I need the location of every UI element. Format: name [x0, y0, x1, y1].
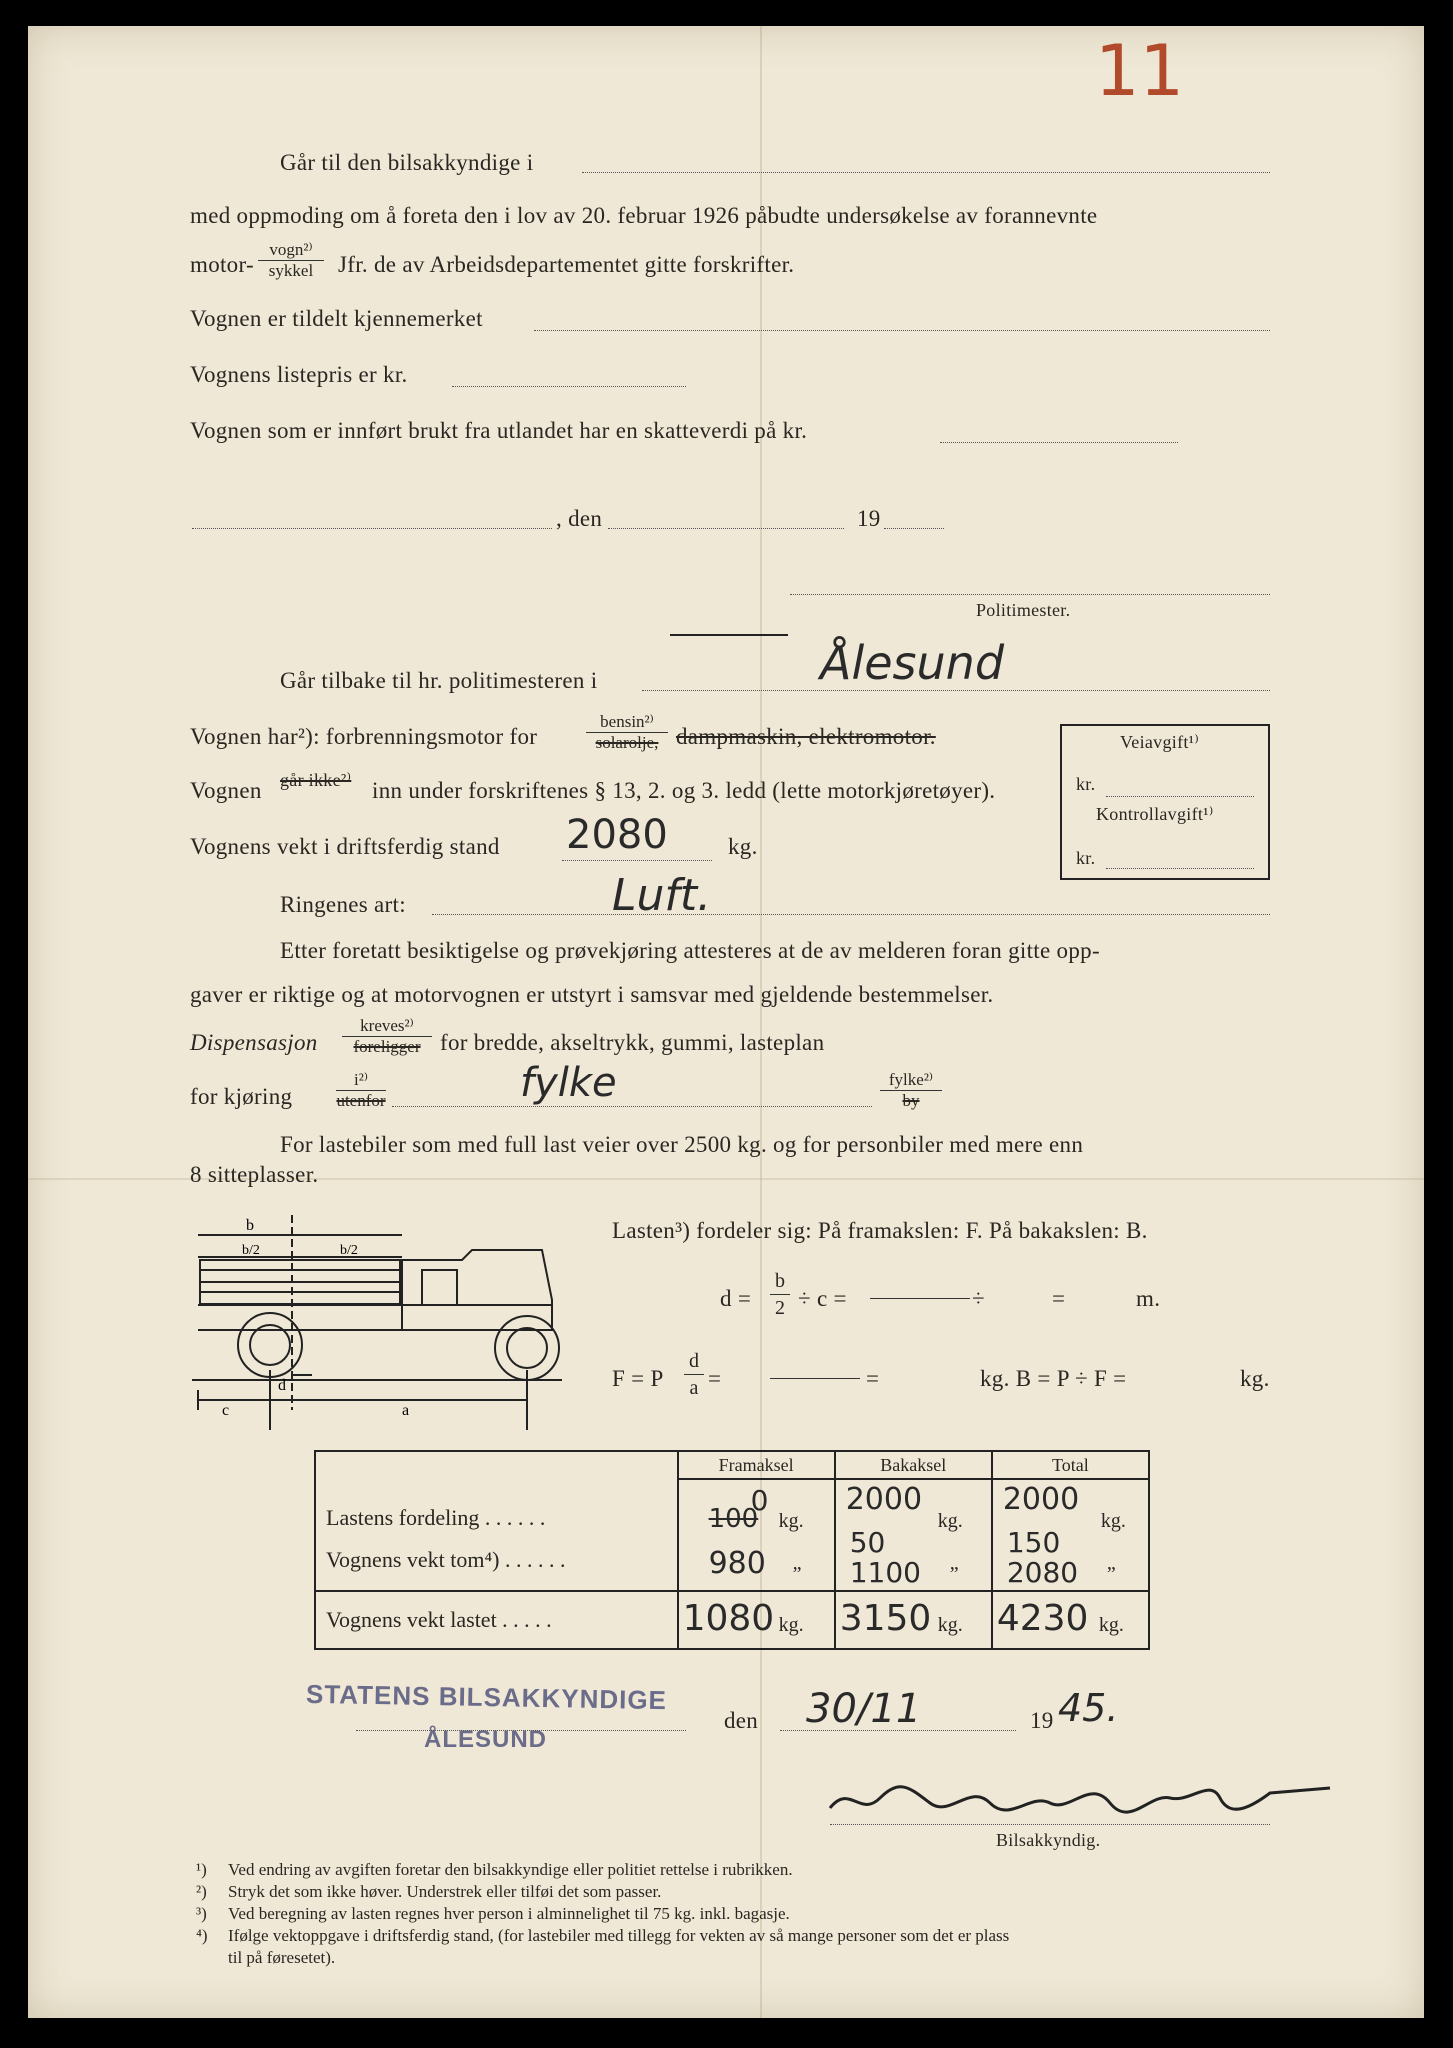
- frac-bottom: utenfor: [336, 1091, 386, 1110]
- kontrollavgift-label: Kontrollavgift¹⁾: [1096, 804, 1214, 824]
- frac-top: i²⁾: [336, 1070, 386, 1091]
- cell-back: [835, 1479, 992, 1591]
- goes-prefix: Vognen: [190, 778, 262, 803]
- formula2-fraction: [684, 1348, 704, 1401]
- row-label-fordeling: Lastens fordeling . . . . . .: [326, 1504, 546, 1530]
- field-politimester-sign[interactable]: [790, 594, 1270, 595]
- formula2-eq: =: [708, 1366, 722, 1391]
- front-empty: 980: [708, 1546, 766, 1581]
- goes-text: inn under forskriftenes § 13, 2. og 3. ledd (lette motorkjøretøyer).: [372, 778, 996, 803]
- handwritten-place: Ålesund: [820, 636, 1005, 690]
- row-label-lastet: Vognens vekt lastet . . . . .: [315, 1591, 678, 1649]
- stamp-line-1: STATENS BILSAKKYNDIGE: [305, 1678, 668, 1716]
- divider: [670, 634, 788, 636]
- frac-den: 2: [775, 1297, 785, 1319]
- dispensation-prefix: Dispensasjon: [190, 1030, 318, 1055]
- date-den: den: [724, 1708, 759, 1733]
- field-date[interactable]: [608, 528, 844, 529]
- frac-num: d: [684, 1348, 704, 1375]
- front-loaded: 1080: [682, 1598, 775, 1639]
- line-bilsakkyndige: Går til den bilsakkyndige i: [280, 150, 534, 175]
- back-empty: 50 1100: [849, 1526, 921, 1589]
- field-tyres[interactable]: [432, 914, 1270, 915]
- front-loaded-unit: kg.: [778, 1614, 804, 1636]
- formula1-unit: m.: [1136, 1286, 1161, 1311]
- formula1-eq: =: [1052, 1286, 1066, 1311]
- label-b2-left: b/2: [242, 1243, 260, 1258]
- weight-unit: kg.: [728, 834, 758, 859]
- formula1-fraction: [770, 1268, 790, 1321]
- field-year[interactable]: [884, 528, 944, 529]
- motor-fraction: [258, 240, 324, 281]
- frac-top: vogn²⁾: [258, 240, 324, 261]
- driving-value: fylke: [520, 1060, 617, 1106]
- formula2-eq2: =: [866, 1366, 880, 1391]
- total-unit: kg.: [1100, 1510, 1126, 1532]
- footnote-2: Stryk det som ikke høver. Understrek eller tilføi det som passer.: [228, 1882, 662, 1901]
- label-d: d: [278, 1377, 286, 1394]
- weight-label: Vognens vekt i driftsferdig stand: [190, 834, 500, 859]
- date-year: 45.: [1058, 1686, 1119, 1730]
- label-b: b: [246, 1217, 254, 1234]
- label-a: a: [402, 1402, 410, 1419]
- total-loaded-unit: kg.: [1098, 1614, 1124, 1636]
- fold-line-vertical: [760, 26, 762, 2018]
- frac-bottom: foreligger: [353, 1037, 421, 1056]
- region-fraction: [880, 1070, 942, 1111]
- dispensation-fraction: [342, 1016, 432, 1057]
- footnote-4-cont: til på føresetet).: [228, 1948, 336, 1967]
- den-label: , den: [556, 506, 603, 531]
- veiavgift-label: Veiavgift¹⁾: [1120, 732, 1200, 752]
- field-listepris[interactable]: [452, 386, 686, 387]
- tyres-label: Ringenes art:: [280, 892, 406, 917]
- field-kontrollavgift[interactable]: [1106, 868, 1254, 869]
- label-b2-right: b/2: [340, 1243, 358, 1258]
- row-label-tom: Vognens vekt tom⁴) . . . . . .: [326, 1546, 566, 1572]
- attest-line-2: gaver er riktige og at motorvognen er utstyrt i samsvar med gjeldende bestemmelser.: [190, 982, 994, 1007]
- footnote-4: Ifølge vektoppgave i driftsferdig stand, (for lastebiler med tillegg for vekten av så mange personer som det er plass: [228, 1926, 1010, 1945]
- kr-label-1: kr.: [1076, 774, 1096, 794]
- table-corner: [315, 1451, 678, 1479]
- field-veiavgift[interactable]: [1106, 796, 1254, 797]
- formula1-div: ÷: [972, 1286, 985, 1311]
- cell-front: [678, 1479, 835, 1591]
- back-loaded: 3150: [839, 1598, 932, 1639]
- cell-back-loaded: [835, 1591, 992, 1649]
- motor-prefix: motor-: [190, 252, 254, 277]
- load-text: Lasten³) fordeler sig: På framakslen: F. På bakakslen: B.: [612, 1218, 1148, 1243]
- line-skatteverdi: Vognen som er innført brukt fra utlandet har en skatteverdi på kr.: [190, 418, 808, 443]
- signature-label: Bilsakkyndig.: [996, 1830, 1101, 1850]
- back-unit: kg.: [937, 1510, 963, 1532]
- field-driving[interactable]: [392, 1106, 872, 1107]
- frac-num: b: [770, 1268, 790, 1295]
- field-kjennemerket[interactable]: [534, 330, 1270, 331]
- politimester-label: Politimester.: [976, 600, 1071, 620]
- back-load: 2000: [845, 1482, 923, 1517]
- field-weight[interactable]: [562, 860, 712, 861]
- engine-prefix: Vognen har²): forbrenningsmotor for: [190, 724, 538, 749]
- corner-mark: 11: [1095, 30, 1185, 112]
- footnote-2-n: ²): [196, 1882, 207, 1901]
- formula1-rest: ÷ c =: [798, 1286, 847, 1311]
- header-total: Total: [992, 1451, 1149, 1479]
- formula2-unit: kg.: [1240, 1366, 1270, 1391]
- trucks-line-2: 8 sitteplasser.: [190, 1162, 319, 1187]
- formula2-blank: [770, 1378, 860, 1379]
- kr-label-2: kr.: [1076, 848, 1096, 868]
- total-load: 2000: [1002, 1482, 1080, 1517]
- driving-fraction: [336, 1070, 386, 1111]
- footnote-4-n: ⁴): [196, 1926, 208, 1945]
- footnote-1-n: ¹): [196, 1860, 207, 1879]
- line-returns: Går tilbake til hr. politimesteren i: [280, 668, 598, 693]
- frac-bottom: sykkel: [268, 261, 314, 280]
- load-table: [314, 1450, 1150, 1650]
- attest-line-1: Etter foretatt besiktigelse og prøvekjøring attesteres at de av melderen foran gitte opp-: [280, 938, 1100, 963]
- field-skatteverdi[interactable]: [940, 442, 1178, 443]
- goes-struck: går ikke²⁾: [280, 770, 352, 790]
- year-prefix: 19: [857, 506, 881, 531]
- field-place[interactable]: [192, 528, 552, 529]
- formula2-lhs: F = P: [612, 1366, 664, 1391]
- front-ditto: „: [792, 1552, 802, 1574]
- date-value: 30/11: [806, 1686, 922, 1732]
- front-load: 0: [750, 1484, 769, 1517]
- cell-total-loaded: [992, 1591, 1149, 1649]
- field-bilsakkyndige[interactable]: [582, 172, 1270, 173]
- engine-struck: dampmaskin, elektromotor.: [676, 724, 936, 749]
- frac-bottom: solarolje,: [595, 733, 659, 752]
- line-oppmoding: med oppmoding om å foreta den i lov av 20. februar 1926 påbudte undersøkelse av forannevnte: [190, 203, 1098, 228]
- back-loaded-unit: kg.: [937, 1614, 963, 1636]
- dispensation-text: for bredde, akseltrykk, gummi, lasteplan: [440, 1030, 825, 1055]
- label-c: c: [222, 1402, 230, 1419]
- footnote-3: Ved beregning av lasten regnes hver person i alminnelighet til 75 kg. inkl. bagasje.: [228, 1904, 790, 1923]
- tyres-value: Luft.: [612, 870, 712, 921]
- line-listepris: Vognens listepris er kr.: [190, 362, 408, 387]
- frac-top: bensin²⁾: [586, 712, 668, 733]
- line-forskrifter: Jfr. de av Arbeidsdepartementet gitte forskrifter.: [338, 252, 795, 277]
- front-load-struck: 100: [708, 1504, 759, 1534]
- date-century: 19: [1030, 1708, 1054, 1733]
- frac-bottom: by: [902, 1091, 920, 1110]
- frac-top: fylke²⁾: [880, 1070, 942, 1091]
- front-unit: kg.: [778, 1510, 804, 1532]
- line-kjennemerket: Vognen er tildelt kjennemerket: [190, 306, 483, 331]
- engine-fraction: [586, 712, 668, 753]
- stamp-line-2: ÅLESUND: [424, 1726, 548, 1753]
- weight-value: 2080: [566, 812, 668, 858]
- total-ditto: „: [1106, 1552, 1116, 1574]
- formula2-rest: kg. B = P ÷ F =: [980, 1366, 1127, 1391]
- signature: [820, 1768, 1340, 1828]
- trucks-line-1: For lastebiler som med full last veier over 2500 kg. og for personbiler med mere enn: [280, 1132, 1084, 1157]
- total-loaded: 4230: [996, 1598, 1089, 1639]
- footnote-3-n: ³): [196, 1904, 207, 1923]
- table-row: [315, 1479, 678, 1591]
- frac-den: a: [689, 1377, 699, 1399]
- footnote-1: Ved endring av avgiften foretar den bilsakkyndige eller politiet rettelse i rubrikken.: [228, 1860, 793, 1879]
- cell-total: [992, 1479, 1149, 1591]
- back-ditto: „: [949, 1552, 959, 1574]
- header-framaksel: Framaksel: [678, 1451, 835, 1479]
- frac-top: kreves²⁾: [342, 1016, 432, 1037]
- field-stamp-place[interactable]: [356, 1730, 686, 1731]
- formula1-blank: [870, 1298, 970, 1299]
- driving-prefix: for kjøring: [190, 1084, 293, 1109]
- fee-box: [1060, 724, 1270, 880]
- field-signature[interactable]: [830, 1824, 1270, 1825]
- field-return-place[interactable]: [642, 690, 1270, 691]
- truck-diagram: [192, 1210, 572, 1430]
- total-empty: 150 2080: [1006, 1526, 1079, 1589]
- header-bakaksel: Bakaksel: [835, 1451, 992, 1479]
- formula1-lhs: d =: [720, 1286, 752, 1311]
- cell-front-loaded: [678, 1591, 835, 1649]
